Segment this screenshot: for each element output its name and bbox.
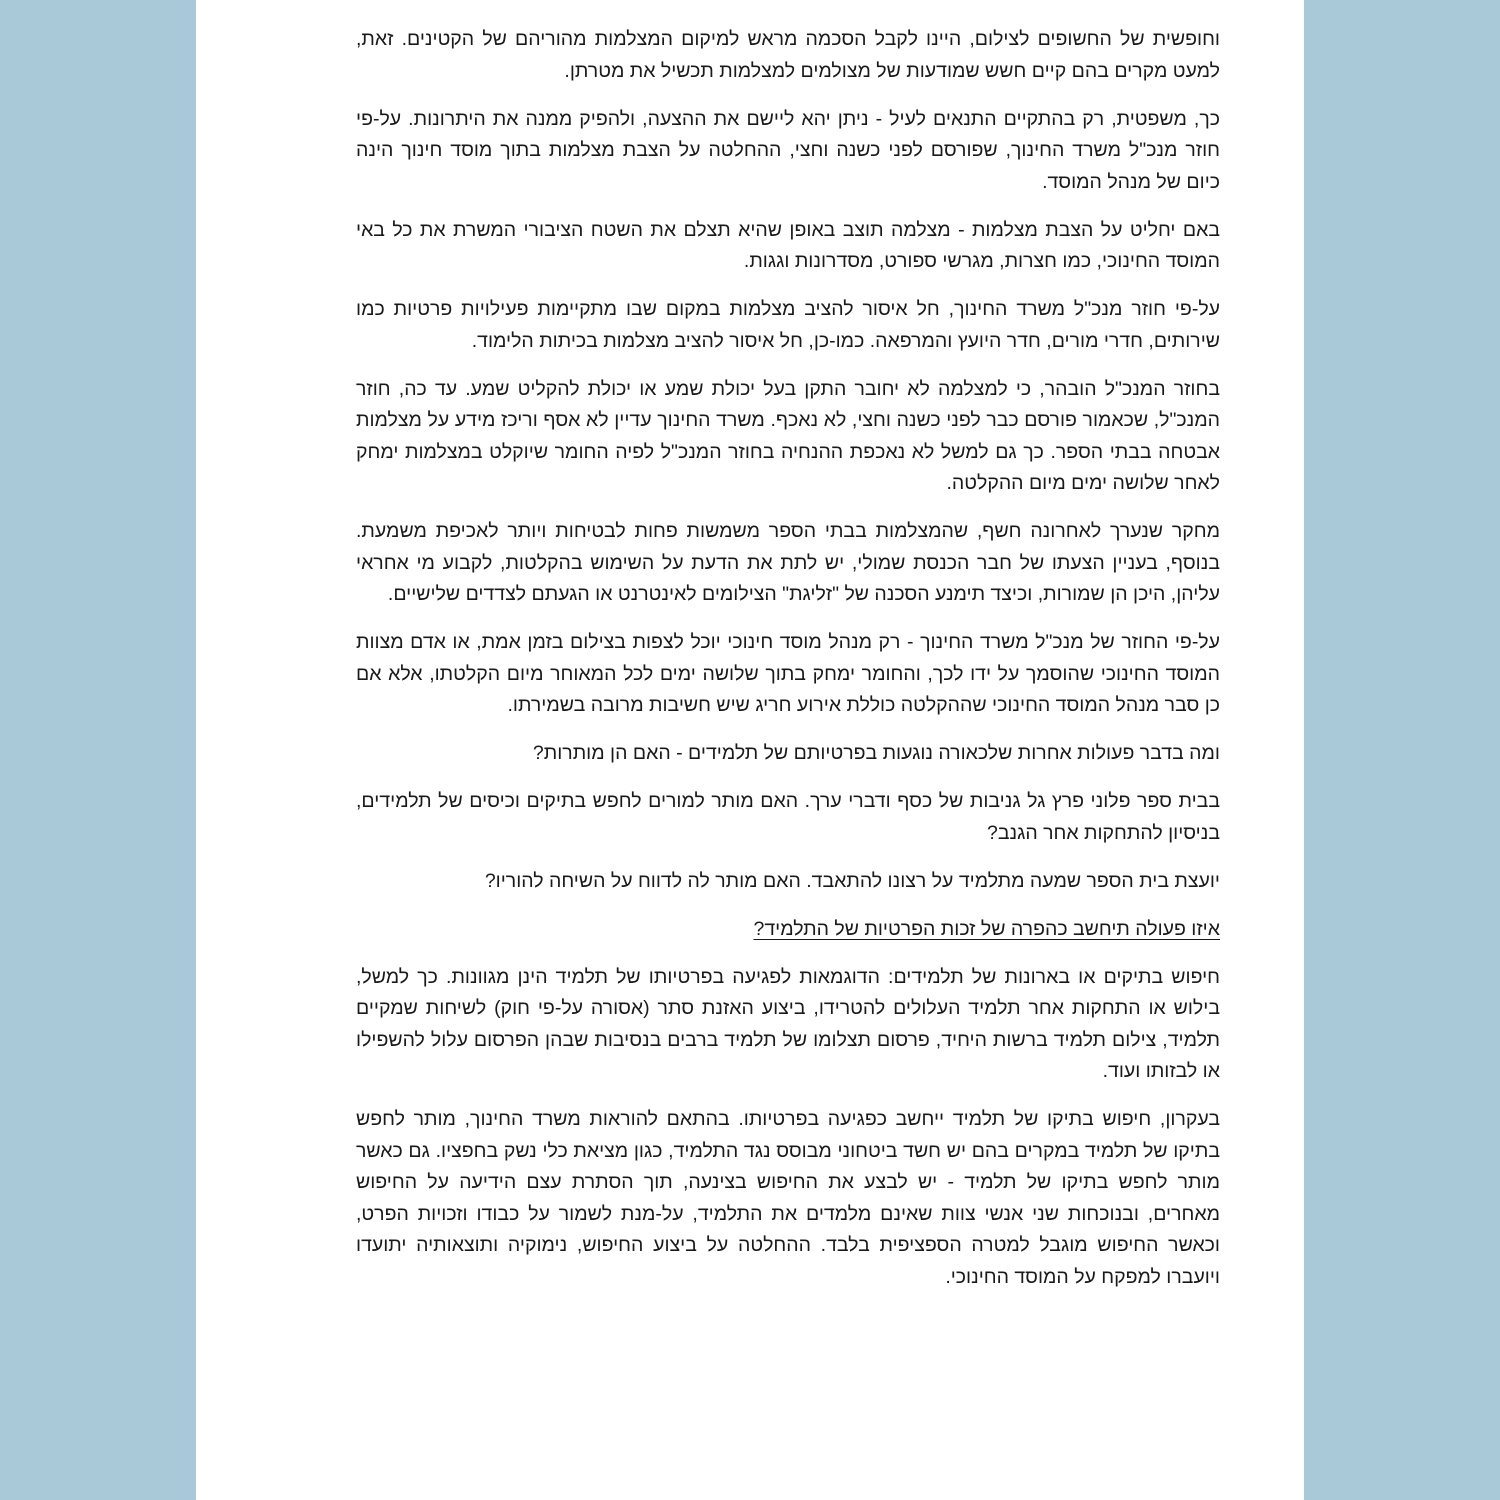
paragraph: בעקרון, חיפוש בתיקו של תלמיד ייחשב כפגיעה בפרטיותו. בהתאם להוראות משרד החינוך, מותר לחפש בתיקו של תלמיד במקרים בהם יש חשד ביטחוני מבוסס נגד התלמיד, כגון מציאת כלי נשק בחפציו. גם כאשר מותר לחפש בתיקו של תלמיד - יש לבצע את החיפוש בצינעה, תוך הסתרת עצם הידיעה על החיפוש מאחרים, ובנוכחות שני אנשי צוות שאינם מלמדים את התלמיד, על-מנת לשמור על כבודו וזכויות הפרט, וכאשר החיפוש מוגבל למטרה הספציפית בלבד. ההחלטה על ביצוע החיפוש, נימוקיה ותוצאותיה יתועדו ויועברו למפקח על המוסד החינוכי. xyxy=(356,1108,1220,1288)
paragraph: ומה בדבר פעולות אחרות שלכאורה נוגעות בפרטיותם של תלמידים - האם הן מותרות? xyxy=(532,742,1220,764)
paragraph: כך, משפטית, רק בהתקיים התנאים לעיל - ניתן יהא ליישם את ההצעה, ולהפיק ממנה את היתרונות. על-פי חוזר מנכ"ל משרד החינוך, שפורסם לפני כשנה וחצי, ההחלטה על הצבת מצלמות בתוך מוסד חינוך הינה כיום של מנהל המוסד. xyxy=(356,107,1220,193)
section-heading: איזו פעולה תיחשב כהפרה של זכות הפרטיות של התלמיד? xyxy=(753,917,1220,940)
paragraph: בבית ספר פלוני פרץ גל גניבות של כסף ודברי ערך. האם מותר למורים לחפש בתיקים וכיסים של תלמידים, בניסיון להתחקות אחר הגנב? xyxy=(356,790,1220,844)
document-page xyxy=(196,0,1304,1500)
paragraph: באם יחליט על הצבת מצלמות - מצלמה תוצב באופן שהיא תצלם את השטח הציבורי המשרת את כל באי המוסד החינוכי, כמו חצרות, מגרשי ספורט, מסדרונות וגגות. xyxy=(356,218,1220,272)
paragraph: על-פי חוזר מנכ"ל משרד החינוך, חל איסור להציב מצלמות במקום שבו מתקיימות פעילויות פרטיות כמו שירותים, חדרי מורים, חדר היועץ והמרפאה. כמו-כן, חל איסור להציב מצלמות בכיתות הלימוד. xyxy=(356,298,1220,352)
paragraph: יועצת בית הספר שמעה מתלמיד על רצונו להתאבד. האם מותר לה לדווח על השיחה להוריו? xyxy=(484,869,1220,892)
paragraph: בחוזר המנכ"ל הובהר, כי למצלמה לא יחובר התקן בעל יכולת שמע או יכולת להקליט שמע. עד כה, חוזר המנכ"ל, שכאמור פורסם כבר לפני כשנה וחצי, לא נאכף. משרד החינוך עדיין לא אסף וריכז מידע על מצלמות אבטחה בבתי הספר. כך גם למשל לא נאכפת ההנחיה בחוזר המנכ"ל לפיה החומר שיוקלט במצלמות ימחק לאחר שלושה ימים מיום ההקלטה. xyxy=(356,377,1220,494)
paragraph: וחופשית של החשופים לצילום, היינו לקבל הסכמה מראש למיקום המצלמות מהוריהם של הקטינים. זאת, למעט מקרים בהם קיים חשש שמודעות של מצולמים למצלמות תכשיל את מטרתן. xyxy=(356,28,1220,82)
paragraph: חיפוש בתיקים או בארונות של תלמידים: הדוגמאות לפגיעה בפרטיותו של תלמיד הינן מגוונות. כך למשל, בילוש או התחקות אחר תלמיד העלולים להטרידו, ביצוע האזנת סתר (אסורה על-פי חוק) לשיחות שמקיים תלמיד, צילום תלמיד ברשות היחיד, פרסום תצלומו של תלמיד ברבים בנסיבות שבהן הפרסום עלול להשפילו או לבזותו ועוד. xyxy=(356,965,1220,1082)
document-body xyxy=(356,24,1220,1310)
paragraph: על-פי החוזר של מנכ"ל משרד החינוך - רק מנהל מוסד חינוכי יוכל לצפות בצילום בזמן אמת, או אדם מצוות המוסד החינוכי שהוסמך על ידו לכך, והחומר ימחק בתוך שלושה ימים לכל המאוחר מיום הקלטתו, אלא אם כן סבר מנהל המוסד החינוכי שההקלטה כוללת אירוע חריג שיש חשיבות מרובה בשמירתו. xyxy=(356,631,1220,716)
paragraph: מחקר שנערך לאחרונה חשף, שהמצלמות בבתי הספר משמשות פחות לבטיחות ויותר לאכיפת משמעת. בנוסף, בעניין הצעתו של חבר הכנסת שמולי, יש לתת את הדעת על השימוש בהקלטות, לקבוע מי אחראי עליהן, היכן הן שמורות, וכיצד תימנע הסכנה של "זליגת" הצילומים לאינטרנט או הגעתם לצדדים שלישיים. xyxy=(356,520,1220,605)
